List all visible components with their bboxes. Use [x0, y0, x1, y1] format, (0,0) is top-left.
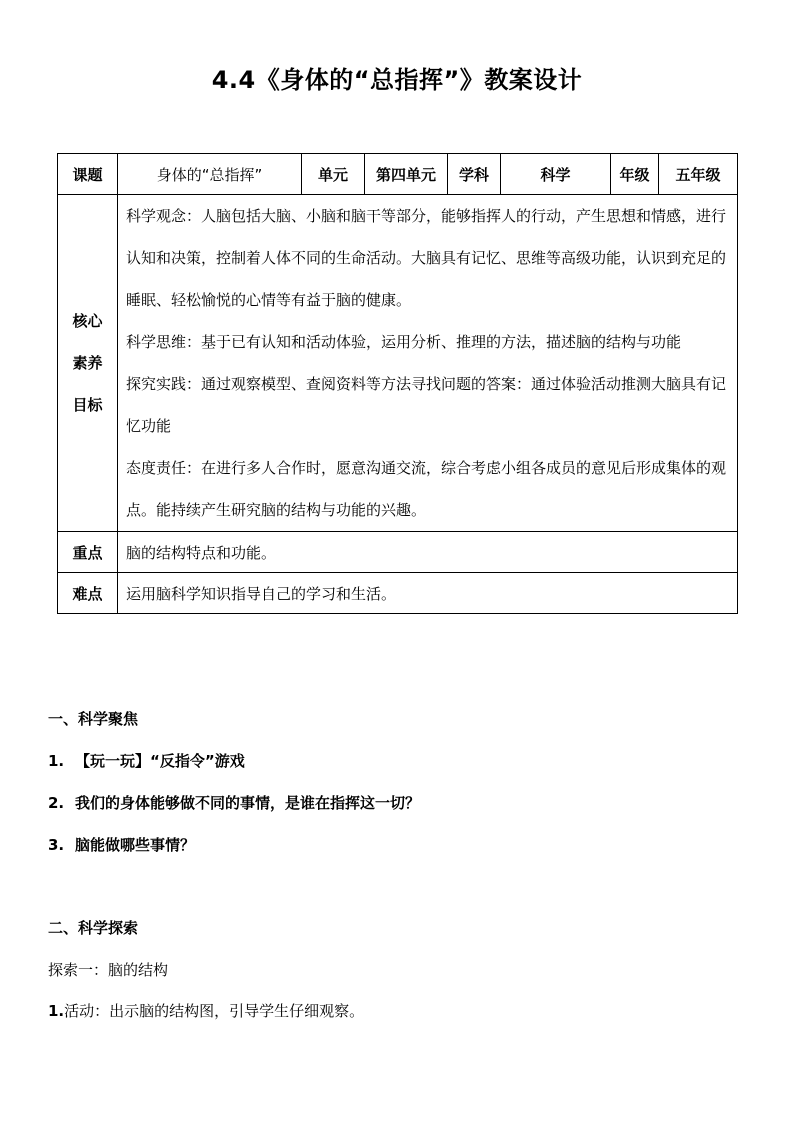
- difficulty-label: 难点: [58, 573, 118, 614]
- activity-text: 活动：出示脑的结构图，引导学生仔细观察。: [64, 1002, 365, 1020]
- grade-label: 年级: [611, 154, 659, 195]
- list-item: [48, 834, 195, 856]
- section1-heading: 一、科学聚焦: [48, 710, 139, 728]
- goals-label-line: 目标: [72, 396, 103, 414]
- goals-label-line: 核心: [72, 312, 103, 330]
- topic-value: 身体的“总指挥”: [118, 154, 302, 195]
- list-item-number: 3.: [48, 836, 65, 854]
- activity-line: [48, 1000, 364, 1022]
- list-item: [48, 750, 245, 772]
- activity-number: 1.: [48, 1002, 65, 1020]
- list-item-text: 我们的身体能够做不同的事情，是谁在指挥这一切？: [75, 794, 421, 812]
- list-item: [48, 792, 420, 814]
- section2-subheading: 探索一：脑的结构: [48, 961, 169, 979]
- key-point-value: 脑的结构特点和功能。: [118, 532, 738, 573]
- goals-label-line: 素养: [72, 354, 103, 372]
- unit-label: 单元: [302, 154, 365, 195]
- goal-attitude-responsibility: 态度责任：在进行多人合作时，愿意沟通交流，综合考虑小组各成员的意见后形成集体的观点。能持续产生研究脑的结构与功能的兴趣。: [126, 459, 727, 519]
- key-point-label: 重点: [58, 532, 118, 573]
- list-item-text: 【玩一玩】“反指令”游戏: [75, 752, 245, 770]
- page-title: 4.4《身体的“总指挥”》教案设计: [211, 66, 583, 94]
- goal-science-thinking: 科学思维：基于已有认知和活动体验，运用分析、推理的方法，描述脑的结构与功能: [126, 333, 682, 351]
- difficulty-value: 运用脑科学知识指导自己的学习和生活。: [118, 573, 738, 614]
- key-point-row: [58, 532, 738, 573]
- subject-label: 学科: [448, 154, 501, 195]
- lesson-info-table: [57, 153, 738, 614]
- subject-value: 科学: [501, 154, 611, 195]
- list-item-text: 脑能做哪些事情？: [75, 836, 196, 854]
- goals-row: [58, 195, 738, 532]
- section2-heading: 二、科学探索: [48, 919, 139, 937]
- list-item-number: 1.: [48, 752, 65, 770]
- table-header-row: [58, 154, 738, 195]
- topic-label: 课题: [58, 154, 118, 195]
- goal-inquiry-practice: 探究实践：通过观察模型、查阅资料等方法寻找问题的答案：通过体验活动推测大脑具有记忆功能: [126, 375, 727, 435]
- grade-value: 五年级: [659, 154, 738, 195]
- unit-value: 第四单元: [365, 154, 448, 195]
- list-item-number: 2.: [48, 794, 65, 812]
- difficulty-row: [58, 573, 738, 614]
- goals-content: [118, 195, 738, 532]
- goals-label: [58, 195, 118, 532]
- goal-science-concept: 科学观念：人脑包括大脑、小脑和脑干等部分，能够指挥人的行动，产生思想和情感，进行认知和决策，控制着人体不同的生命活动。大脑具有记忆、思维等高级功能，认识到充足的睡眠、轻松愉悦的心情等有益于脑的健康。: [126, 207, 727, 309]
